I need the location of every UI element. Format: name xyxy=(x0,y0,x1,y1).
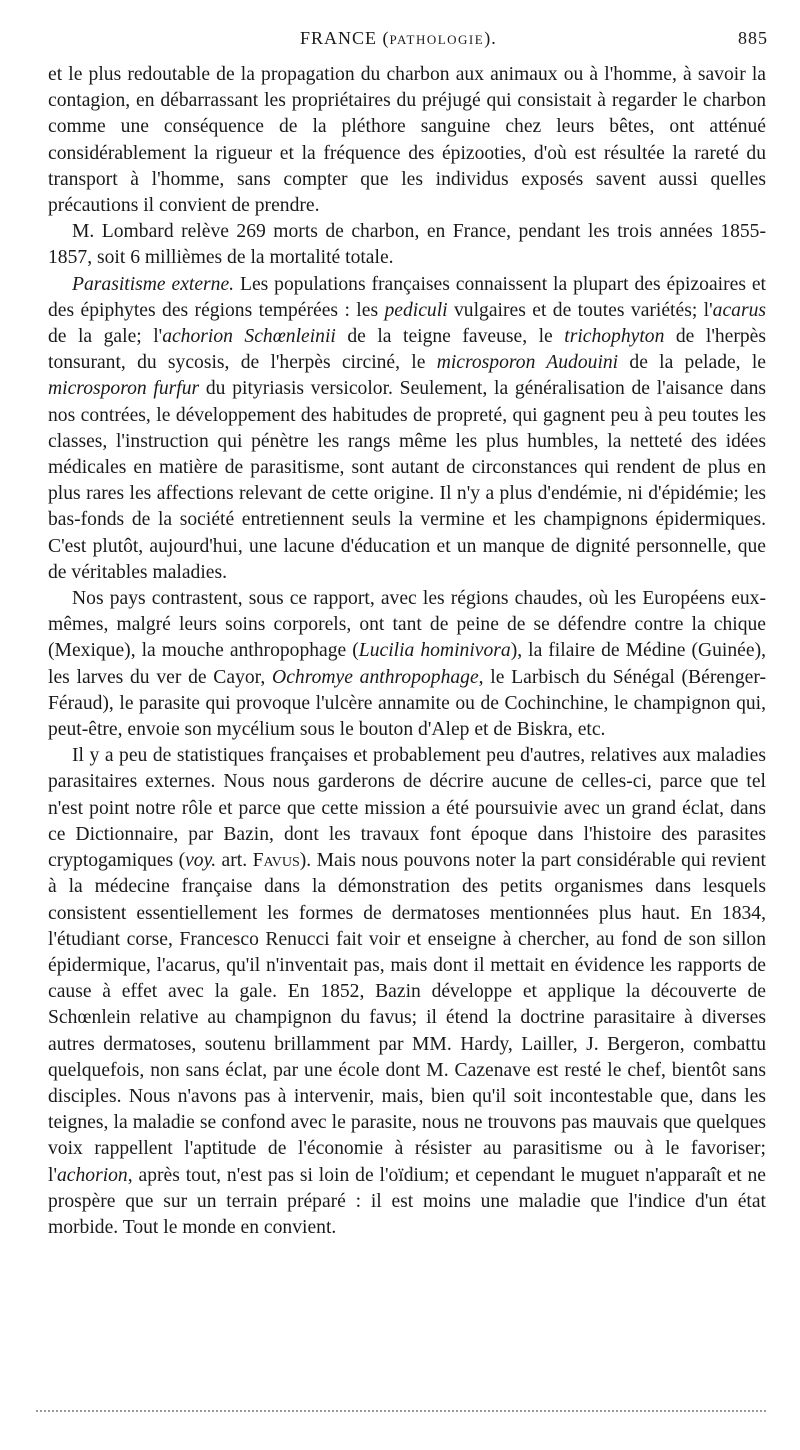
body-text xyxy=(48,62,766,1241)
title-end: ). xyxy=(484,28,497,48)
paragraph-regions-chaudes: Nos pays contrastent, sous ce rapport, avec les régions chaudes, où les Européens eux-mêmes, malgré leurs soins corporels, ont tant de peine de se défendre contre la chique (Mexique), la mouche anthropophage (Lucilia hominivora), la filaire de Médine (Guinée), les larves du ver de Cayor, Ochromye anthropophage, le Larbisch du Sénégal (Bérenger-Féraud), le parasite qui provoque l'ulcère annamite ou de Cochinchine, le champignon qui, peut-être, envoie son mycélium sous le bouton d'Alep et de Biskra, etc. xyxy=(48,588,766,741)
paragraph-lombard: M. Lombard relève 269 morts de charbon, en France, pendant les trois années 1855-1857, soit 6 millièmes de la mortalité totale. xyxy=(48,221,766,269)
paragraph-parasitisme-externe: Parasitisme externe. Les populations françaises connaissent la plupart des épizoaires et des épiphytes des régions tempérées : les pediculi vulgaires et de toutes variétés; l'acarus de la gale; l'achorion Schœnleinii de la teigne faveuse, le trichophyton de l'herpès tonsurant, du sycosis, de l'herpès circiné, le microsporon Audouini de la pelade, le microsporon furfur du pityriasis versicolor. Seulement, la généralisation de l'aisance dans nos contrées, le développement des habitudes de propreté, qui gagnent peu à peu toutes les classes, l'instruction qui pénètre les rangs même les plus humbles, la netteté des idées médicales en matière de parasitisme, sont autant de circonstances qui rendent de plus en plus rares les affections relevant de cette origine. Il n'y a plus d'endémie, ni d'épidémie; les bas-fonds de la société entretiennent seuls la vermine et les champignons épidermiques. C'est plutôt, aujourd'hui, une lacune d'éducation et un manque de dignité personnelle, que de véritables maladies. xyxy=(48,273,766,583)
page-number: 885 xyxy=(738,28,768,48)
title-subject: PATHOLOGIE xyxy=(389,32,485,47)
paragraph-charbon-end: et le plus redoutable de la propagation du charbon aux animaux ou à l'homme, à savoir la contagion, en débarrassant les propriétaires du préjugé qui consistait à regarder le charbon comme une conséquence de la pléthore sanguine chez leurs bêtes, ont atténué considérablement la rigueur et la fréquence des épizooties, d'où est résultée la rareté du transport à l'homme, sans compter que les individus exposés savent aussi quelles précautions il convient de prendre. xyxy=(48,64,766,217)
title-main: FRANCE ( xyxy=(300,28,390,48)
running-title xyxy=(300,28,497,49)
section-heading: Parasitisme externe. xyxy=(72,273,235,295)
page-bottom-dotted-rule xyxy=(36,1410,766,1412)
paragraph-statistiques: Il y a peu de statistiques françaises et probablement peu d'autres, relatives aux maladies parasitaires externes. Nous nous garderons de décrire aucune de celles-ci, parce que tel n'est point notre rôle et parce que cette mission a été poursuivie avec un grand éclat, dans ce Dictionnaire, par Bazin, dont les travaux font époque dans l'histoire des parasites cryptogamiques (voy. art. Favus). Mais nous pouvons noter la part considérable qui revient à la médecine française dans la démonstration des petits organismes dans lesquels consistent essentiellement les formes de dermatoses mentionnées plus haut. En 1834, l'étudiant corse, Francesco Renucci fait voir et enseigne à chercher, au fond de son sillon épidermique, l'acarus, qu'il n'inventait pas, mais dont il mettait en évidence les rapports de cause à effet avec la gale. En 1852, Bazin développe et applique la découverte de Schœnlein relative au champignon du favus; il étend la doctrine parasitaire à diverses autres dermatoses, soutenu brillamment par MM. Hardy, Lailler, J. Bergeron, combattu quelquefois, non sans éclat, par une école dont M. Cazenave est resté le chef, bientôt sans disciples. Nous n'avons pas à intervenir, mais, bien qu'il soit incontestable que, dans les teignes, la maladie se confond avec le parasite, nous ne trouvons pas mauvais que quelques voix rappellent l'aptitude de l'économie à résister au parasitisme ou à le favoriser; l'achorion, après tout, n'est pas si loin de l'oïdium; et cependant le muguet n'apparaît et ne prospère que sur un terrain préparé : il est moins une maladie que l'indice d'un état morbide. Tout le monde en convient. xyxy=(48,745,766,1238)
running-header xyxy=(0,28,800,52)
